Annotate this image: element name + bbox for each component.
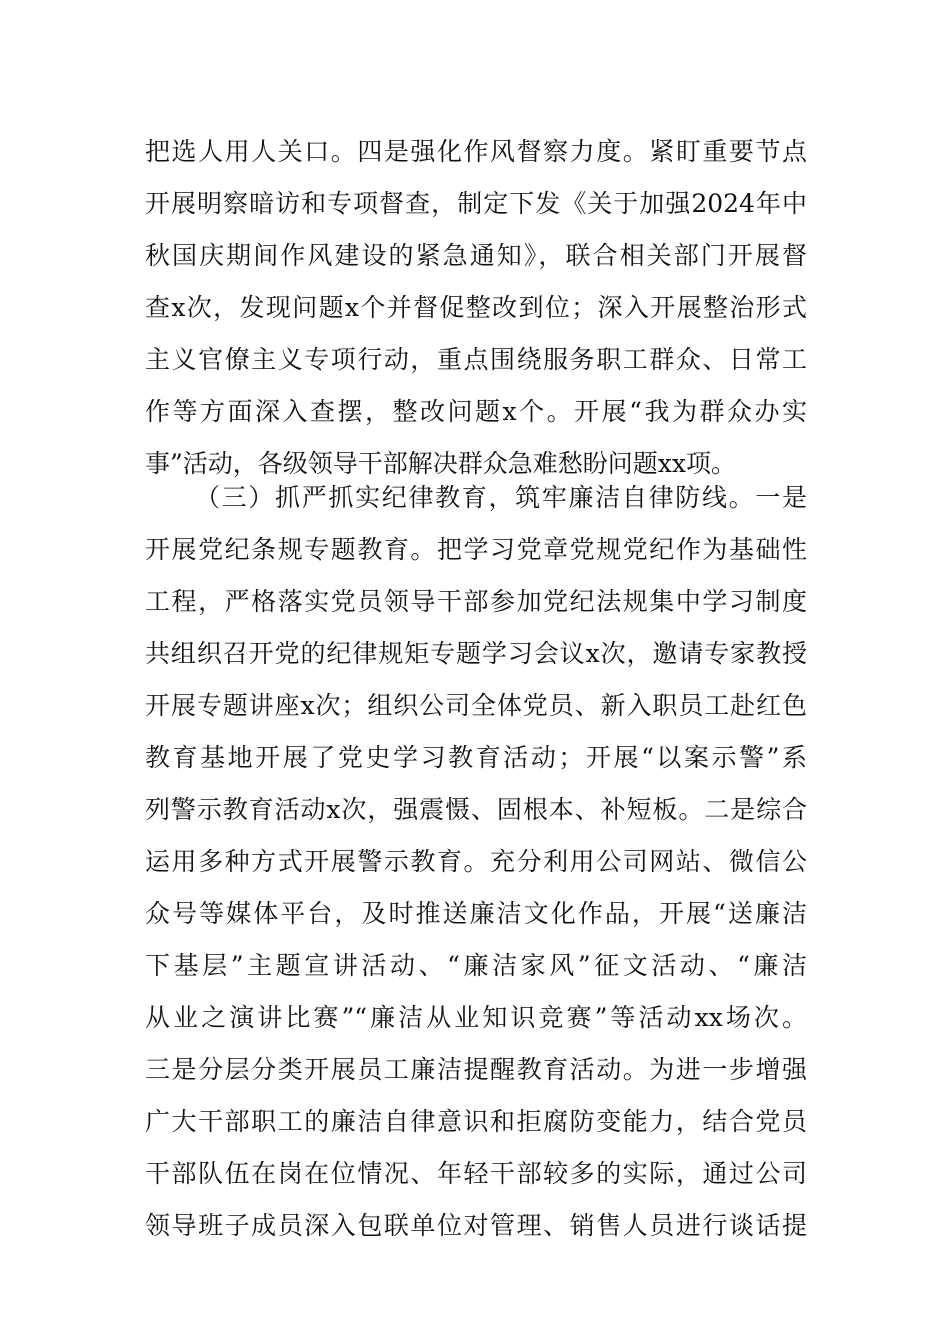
section-heading-line: （三）抓严抓实纪律教育，筑牢廉洁自律防线。一是 <box>195 483 807 512</box>
paragraph-line: 众号等媒体平台，及时推送廉洁文化作品，开展“送廉洁 <box>145 899 807 928</box>
paragraph-line: 三是分层分类开展员工廉洁提醒教育活动。为进一步增强 <box>145 1055 807 1084</box>
paragraph-line: 工程，严格落实党员领导干部参加党纪法规集中学习制度 <box>145 587 807 616</box>
paragraph-line: 下基层”主题宣讲活动、“廉洁家风”征文活动、“廉洁 <box>145 951 807 980</box>
paragraph-1 <box>145 126 807 490</box>
paragraph-line: 运用多种方式开展警示教育。充分利用公司网站、微信公 <box>145 847 807 876</box>
paragraph-line: 共组织召开党的纪律规矩专题学习会议x次，邀请专家教授 <box>145 639 807 668</box>
paragraph-line: 领导班子成员深入包联单位对管理、销售人员进行谈话提 <box>145 1211 807 1240</box>
paragraph-line: 教育基地开展了党史学习教育活动；开展“以案示警”系 <box>145 743 807 772</box>
paragraph-line: 查x次，发现问题x个并督促整改到位；深入开展整治形式 <box>145 293 807 322</box>
paragraph-line: 列警示教育活动x次，强震慑、固根本、补短板。二是综合 <box>145 795 807 824</box>
paragraph-line: 从业之演讲比赛”“廉洁从业知识竞赛”等活动xx场次。 <box>145 1003 807 1032</box>
paragraph-line: 主义官僚主义专项行动，重点围绕服务职工群众、日常工 <box>145 345 807 374</box>
paragraph-line: 开展党纪条规专题教育。把学习党章党规党纪作为基础性 <box>145 535 807 564</box>
paragraph-line: 秋国庆期间作风建设的紧急通知》，联合相关部门开展督 <box>145 241 807 270</box>
paragraph-line: 事”活动，各级领导干部解决群众急难愁盼问题xx项。 <box>145 449 736 478</box>
paragraph-line: 把选人用人关口。四是强化作风督察力度。紧盯重要节点 <box>145 137 807 166</box>
paragraph-line: 开展明察暗访和专项督查，制定下发《关于加强2024年中 <box>145 189 807 218</box>
paragraph-line: 干部队伍在岗在位情况、年轻干部较多的实际，通过公司 <box>145 1159 807 1188</box>
paragraph-line: 广大干部职工的廉洁自律意识和拒腐防变能力，结合党员 <box>145 1107 807 1136</box>
paragraph-line: 作等方面深入查摆，整改问题x个。开展“我为群众办实 <box>145 397 807 426</box>
paragraph-line: 开展专题讲座x次；组织公司全体党员、新入职员工赴红色 <box>145 691 807 720</box>
paragraph-2 <box>145 472 807 1252</box>
